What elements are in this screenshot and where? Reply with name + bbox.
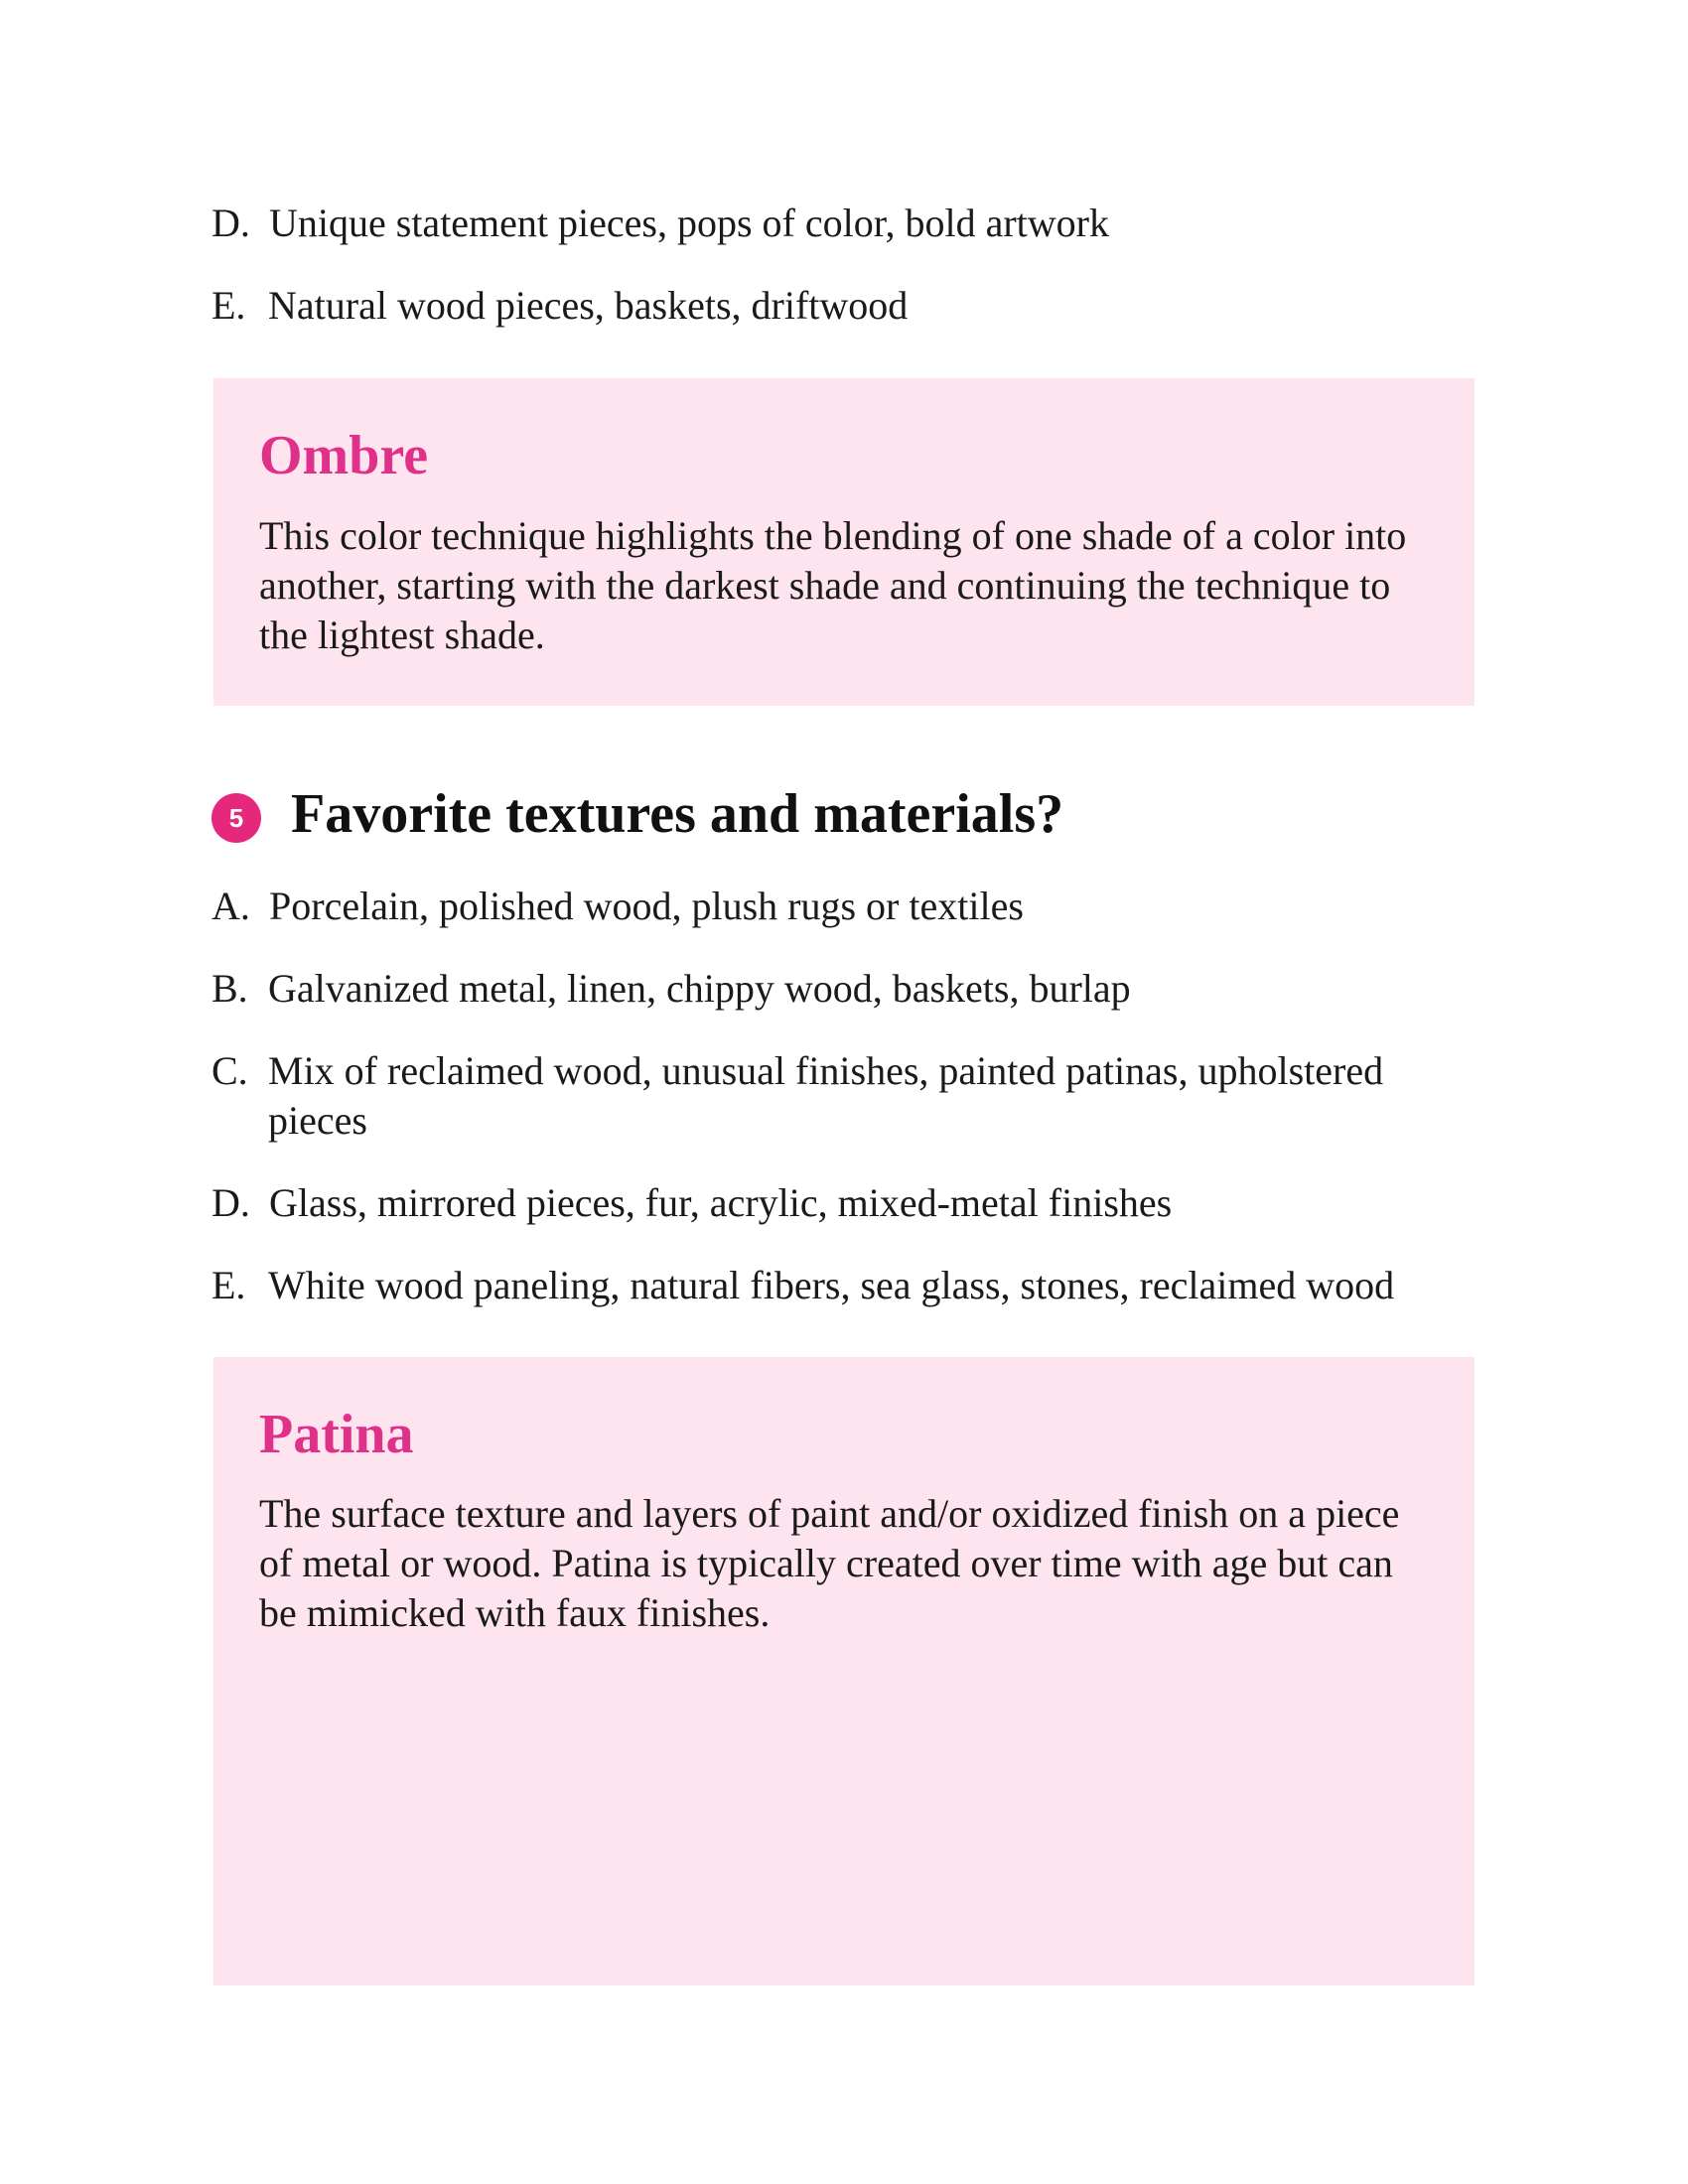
callout-body: This color technique highlights the blending of one shade of a color into another, starting with the darkest shade and continuing the technique to the lightest shade. — [259, 513, 1407, 657]
answer-text: Natural wood pieces, baskets, driftwood — [268, 283, 909, 328]
answer-letter: D. — [211, 201, 250, 245]
answer-text: Mix of reclaimed wood, unusual finishes, painted patinas, upholstered pieces — [268, 1048, 1384, 1143]
answer-letter: D. — [211, 1180, 250, 1225]
answer-letter: E. — [211, 1263, 246, 1307]
question-title: Favorite textures and materials? — [291, 783, 1064, 845]
answer-letter: E. — [211, 283, 246, 328]
answer-text: White wood paneling, natural fibers, sea glass, stones, reclaimed wood — [268, 1263, 1395, 1307]
ombre-callout — [213, 378, 1475, 706]
answer-letter: A. — [211, 884, 250, 928]
patina-callout — [213, 1357, 1475, 1985]
answer-letter: B. — [211, 966, 248, 1011]
callout-title: Ombre — [259, 425, 429, 486]
answer-text: Unique statement pieces, pops of color, bold artwork — [269, 201, 1109, 245]
answer-text: Galvanized metal, linen, chippy wood, baskets, burlap — [268, 966, 1131, 1011]
callout-title: Patina — [259, 1404, 414, 1465]
callout-body: The surface texture and layers of paint and/or oxidized finish on a piece of metal or wood. Patina is typically created over time with age but can be mimicked with faux finishes. — [259, 1491, 1400, 1635]
answer-text: Porcelain, polished wood, plush rugs or textiles — [269, 884, 1024, 928]
answer-letter: C. — [211, 1048, 248, 1093]
answer-text: Glass, mirrored pieces, fur, acrylic, mixed-metal finishes — [269, 1180, 1173, 1225]
question-number-badge: 5 — [211, 793, 261, 843]
